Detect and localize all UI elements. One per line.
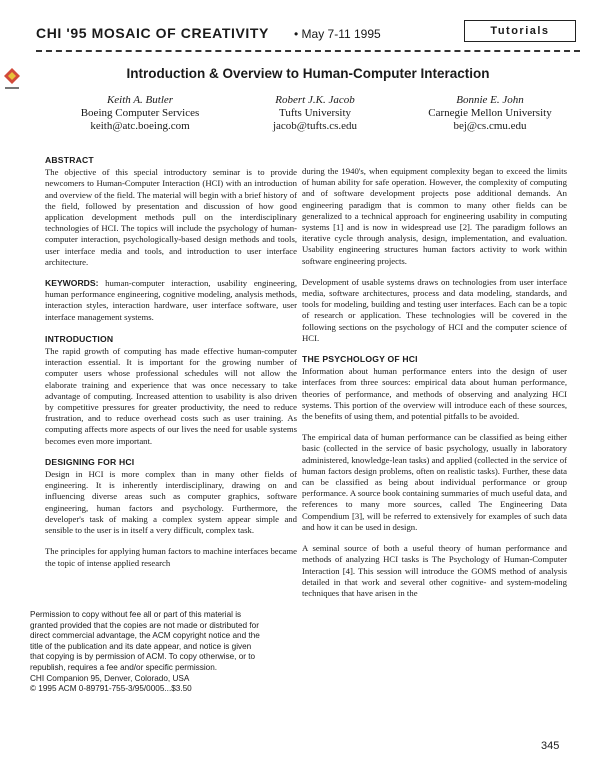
author-name: Robert J.K. Jacob bbox=[275, 94, 355, 106]
header-divider bbox=[36, 50, 580, 52]
left-column bbox=[45, 155, 297, 579]
introduction-text: The rapid growth of computing has made effective human-computer interaction essential. It is important for the growing number of computer users whose professional schedules will not allow the elaborate training and experience that was once necessary to take advantage of computing. Increased attention to usability is also driven by competitive pressures for greater productivity, the need to reduce frustration, and to reduce overhead costs such as user training. As computing affects more aspects of our lives the need for usable systems becomes even more important. bbox=[45, 346, 297, 446]
author-affiliation: Tufts University bbox=[278, 107, 352, 119]
author-affiliation: Carnegie Mellon University bbox=[428, 107, 552, 119]
keywords-text: human-computer interaction, usability engineering, human performance engineering, cognitive modeling, analysis methods, interaction styles, interaction hardware, user interface software, user interface management systems. bbox=[45, 278, 297, 322]
copyright-line: that copying is by permission of ACM. To copy otherwise, or to bbox=[30, 652, 256, 662]
author-email: keith@atc.boeing.com bbox=[90, 120, 190, 132]
author-3 bbox=[410, 94, 570, 133]
copyright-line: Permission to copy without fee all or part of this material is bbox=[30, 610, 242, 619]
psychology-heading: THE PSYCHOLOGY OF HCI bbox=[302, 354, 418, 365]
paper-title: Introduction & Overview to Human-Computer Interaction bbox=[126, 66, 490, 81]
author-2 bbox=[235, 94, 395, 133]
continued-text: during the 1940's, when equipment complexity began to exceed the limits of human ability for safe operation. However, the complexity of computing and of software development projects pose additional demands. An engineering paradigm that is common to many other fields can be generalized to a technical approach for engineering usability in computing systems [1] and is now in widespread use [2]. The paradigm follows an iterative cycle through analysis, design, implementation, and evaluation. Usability engineering structures human factors activity to work within software engineering projects. bbox=[302, 166, 567, 266]
copyright-line: CHI Companion 95, Denver, Colorado, USA bbox=[30, 673, 190, 683]
copyright-line: © 1995 ACM 0-89791-755-3/95/0005...$3.50 bbox=[30, 684, 192, 694]
section-label: Tutorials bbox=[464, 20, 576, 42]
author-email: jacob@tufts.cs.edu bbox=[272, 120, 358, 132]
copyright-line: title of the publication and its date appear, and notice is given bbox=[30, 641, 252, 651]
designing-heading: DESIGNING FOR HCI bbox=[45, 456, 135, 467]
copyright-line: republish, requires a fee and/or specific permission. bbox=[30, 662, 218, 672]
running-header bbox=[36, 20, 580, 46]
seminal-text: A seminal source of both a useful theory of human performance and methods of analyzing HCI tasks is The Psychology of Human-Computer Interaction [4]. This session will introduce the GOMS method of analysis detailed in that work and several other cognitive- and system-modeling techniques that have arisen in the bbox=[302, 543, 567, 598]
abstract-heading: ABSTRACT bbox=[45, 155, 94, 165]
psychology-text: Information about human performance enters into the design of user interfaces from three sources: empirical data about human performance, theories of performance, and methods of observing and analyzing HCI systems. This portion of the overview will introduce each of these sources, the benefits of using them, and potential pitfalls to be avoided. bbox=[302, 366, 567, 422]
designing-text: Design in HCI is more complex than in many other fields of engineering. It is inherently interdisciplinary, drawing on and influencing diverse areas such as computer graphics, software engineering, human factors and psychology. Furthermore, the developer's task of making a complex system appear simple and sensible to the user is in itself a very difficult, complex task. bbox=[45, 469, 297, 536]
page-number: 345 bbox=[541, 740, 560, 752]
conference-logo-icon bbox=[2, 66, 22, 92]
copyright-line: granted provided that the copies are not made or distributed for bbox=[30, 620, 259, 630]
principles-text: The principles for applying human factors to machine interfaces became the topic of intense applied research bbox=[45, 546, 297, 568]
author-1 bbox=[60, 94, 220, 133]
empirical-text: The empirical data of human performance can be classified as being either basic (collected in the service of basic psychology, usually in laboratory administered, knowledge-lean tasks) and applied (collected in the service of human factors design problems, often on realistic tasks). Further, these data can be classified as being about individual performance or group performance. A source book containing summaries of much useful data, and references to many more sources, called The Engineering Data Compendium [3], will be referred to extensively for examples of such data and how it can be used in design. bbox=[302, 432, 567, 532]
author-block bbox=[60, 94, 570, 133]
keywords bbox=[45, 278, 297, 323]
introduction-heading: INTRODUCTION bbox=[45, 333, 114, 344]
abstract-text: The objective of this special introductory seminar is to provide newcomers to Human-Computer Interaction (HCI) with an introduction and overview of the field. The material will begin with a brief history of the field, followed by presentation and discussion of how good application development methods pull on the interdisciplinary technologies of HCI. The topics will include the psychology of human-computer interaction, psychologically-based design methods and tools, user interface media and tools, and introduction to user interface architecture. bbox=[45, 167, 297, 267]
copyright-notice bbox=[30, 610, 292, 695]
author-email: bej@cs.cmu.edu bbox=[453, 120, 527, 132]
keywords-label: KEYWORDS: bbox=[45, 278, 99, 289]
conference-date: • May 7-11 1995 bbox=[294, 27, 381, 41]
right-column bbox=[302, 166, 567, 609]
conference-name: CHI '95 MOSAIC OF CREATIVITY bbox=[36, 25, 269, 41]
author-name: Keith A. Butler bbox=[106, 94, 174, 106]
author-affiliation: Boeing Computer Services bbox=[80, 107, 200, 119]
development-text: Development of usable systems draws on technologies from user interface media, software architectures, process and data modeling, standards, and tools for modeling, building and testing user interfaces. Each can be a topic of research or application. These technologies will be covered in the following sections on the psychology of HCI and the computer science of HCI. bbox=[302, 276, 567, 343]
copyright-line: direct commercial advantage, the ACM copyright notice and the bbox=[30, 631, 260, 641]
author-name: Bonnie E. John bbox=[456, 94, 524, 106]
